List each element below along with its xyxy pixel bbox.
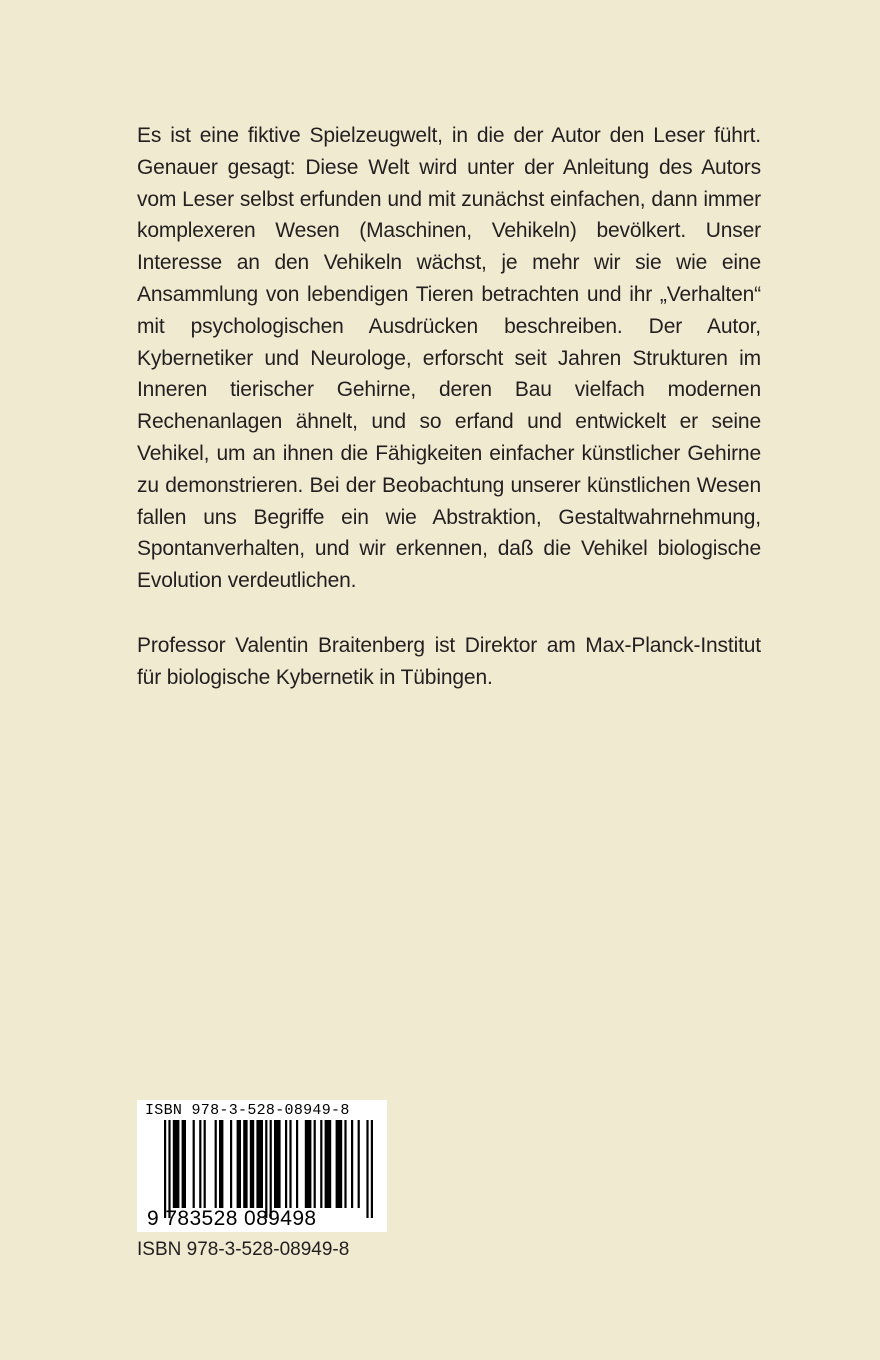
- barcode-bar: [336, 1120, 343, 1208]
- barcode-isbn-label: ISBN 978-3-528-08949-8: [145, 1102, 350, 1119]
- barcode-bar: [173, 1120, 180, 1208]
- barcode-bar: [193, 1120, 195, 1208]
- barcode-bar: [199, 1120, 201, 1208]
- barcode-bar: [182, 1120, 186, 1208]
- blurb-paragraph: Es ist eine fiktive Spielzeugwelt, in die der Autor den Leser führt. Genauer gesagt: Diese Welt wird unter der Anleitung des Autors vom Leser selbst erfunden und mit zunächst einfachen, dann immer komplexeren Wesen (Maschinen, Vehikeln) bevölkert. Unser Interesse an den Vehikeln wächst, je mehr wir sie wie eine Ansammlung von lebendigen Tieren betrachten und ihr „Verhalten“ mit psychologischen Ausdrücken beschreiben. Der Autor, Kybernetiker und Neurologe, erforscht seit Jahren Strukturen im Inneren tierischer Gehirne, deren Bau vielfach modernen Rechenanlagen ähnelt, und so erfand und entwickelt er seine Vehikel, um an ihnen die Fähigkeiten einfacher künstlicher Gehirne zu demonstrieren. Bei der Beobachtung unserer künstlichen Wesen fallen uns Begriffe ein wie Abstraktion, Gestaltwahrnehmung, Spontanverhalten, und wir erkennen, daß die Vehikel biologische Evolution verdeutlichen.: [137, 124, 761, 593]
- isbn-barcode: [137, 1100, 387, 1232]
- barcode-bar: [230, 1120, 232, 1208]
- barcode-bar: [215, 1120, 217, 1208]
- barcode-bar: [320, 1120, 322, 1208]
- barcode-bar: [250, 1120, 254, 1208]
- barcode-guard-bar: [371, 1120, 373, 1218]
- barcode-bar: [325, 1120, 332, 1208]
- barcode-digits: 9 783528 089498: [147, 1207, 317, 1230]
- barcode-bar: [296, 1120, 298, 1208]
- barcode-bar: [204, 1120, 206, 1208]
- isbn-text: ISBN 978-3-528-08949-8: [137, 1239, 350, 1260]
- barcode-bar: [256, 1120, 263, 1208]
- barcode-bar: [351, 1120, 353, 1208]
- blurb-text-block: [137, 120, 761, 694]
- barcode-bar: [285, 1120, 287, 1208]
- barcode-guard-bar: [270, 1120, 272, 1218]
- barcode-bar: [243, 1120, 247, 1208]
- barcode-bar: [274, 1120, 281, 1208]
- barcode-bar: [305, 1120, 312, 1208]
- barcode-bar: [344, 1120, 346, 1208]
- barcode-bar: [237, 1120, 241, 1208]
- barcode-bar: [314, 1120, 316, 1208]
- barcode-bar: [289, 1120, 291, 1208]
- barcode-guard-bar: [168, 1120, 170, 1218]
- barcode-bar: [219, 1120, 223, 1208]
- barcode-bar: [358, 1120, 360, 1208]
- barcode-guard-bar: [265, 1120, 267, 1218]
- barcode-guard-bar: [366, 1120, 368, 1218]
- author-note: Professor Valentin Braitenberg ist Direktor am Max-Planck-Institut für biologische Kybernetik in Tübingen.: [137, 633, 761, 689]
- barcode-guard-bar: [164, 1120, 166, 1218]
